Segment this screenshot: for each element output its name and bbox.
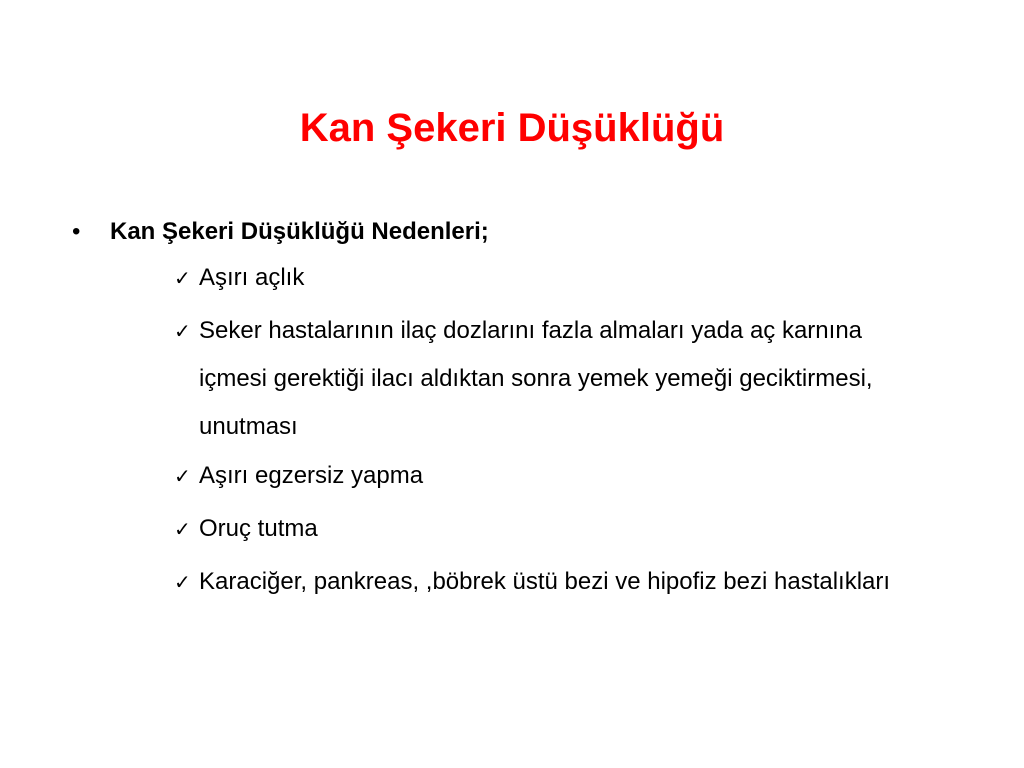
checkmark-icon: ✓: [174, 570, 191, 594]
bullet-heading: Kan Şekeri Düşüklüğü Nedenleri;: [110, 218, 489, 245]
cause-item: [174, 456, 934, 500]
cause-item: [174, 311, 934, 451]
slide-title: Kan Şekeri Düşüklüğü: [299, 106, 725, 150]
cause-text: Aşırı egzersiz yapma: [199, 462, 424, 489]
cause-item: [174, 562, 934, 606]
main-bullet: [72, 212, 952, 252]
checkmark-icon: ✓: [174, 517, 191, 541]
checkmark-icon: ✓: [174, 266, 191, 290]
checkmark-icon: ✓: [174, 464, 191, 488]
cause-item: [174, 509, 934, 553]
bullet-marker: •: [72, 218, 81, 245]
cause-text: Oruç tutma: [199, 515, 318, 542]
cause-item: [174, 258, 934, 302]
cause-text: Aşırı açlık: [199, 264, 305, 291]
checkmark-icon: ✓: [174, 319, 191, 343]
cause-text: Karaciğer, pankreas, ,böbrek üstü bezi ve hipofiz bezi hastalıkları: [199, 568, 891, 595]
cause-text: Seker hastalarının ilaç dozlarını fazla almaları yada aç karnına içmesi gerektiği ilacı aldıktan sonra yemek yemeği geciktirmesi, unutması: [199, 317, 873, 440]
